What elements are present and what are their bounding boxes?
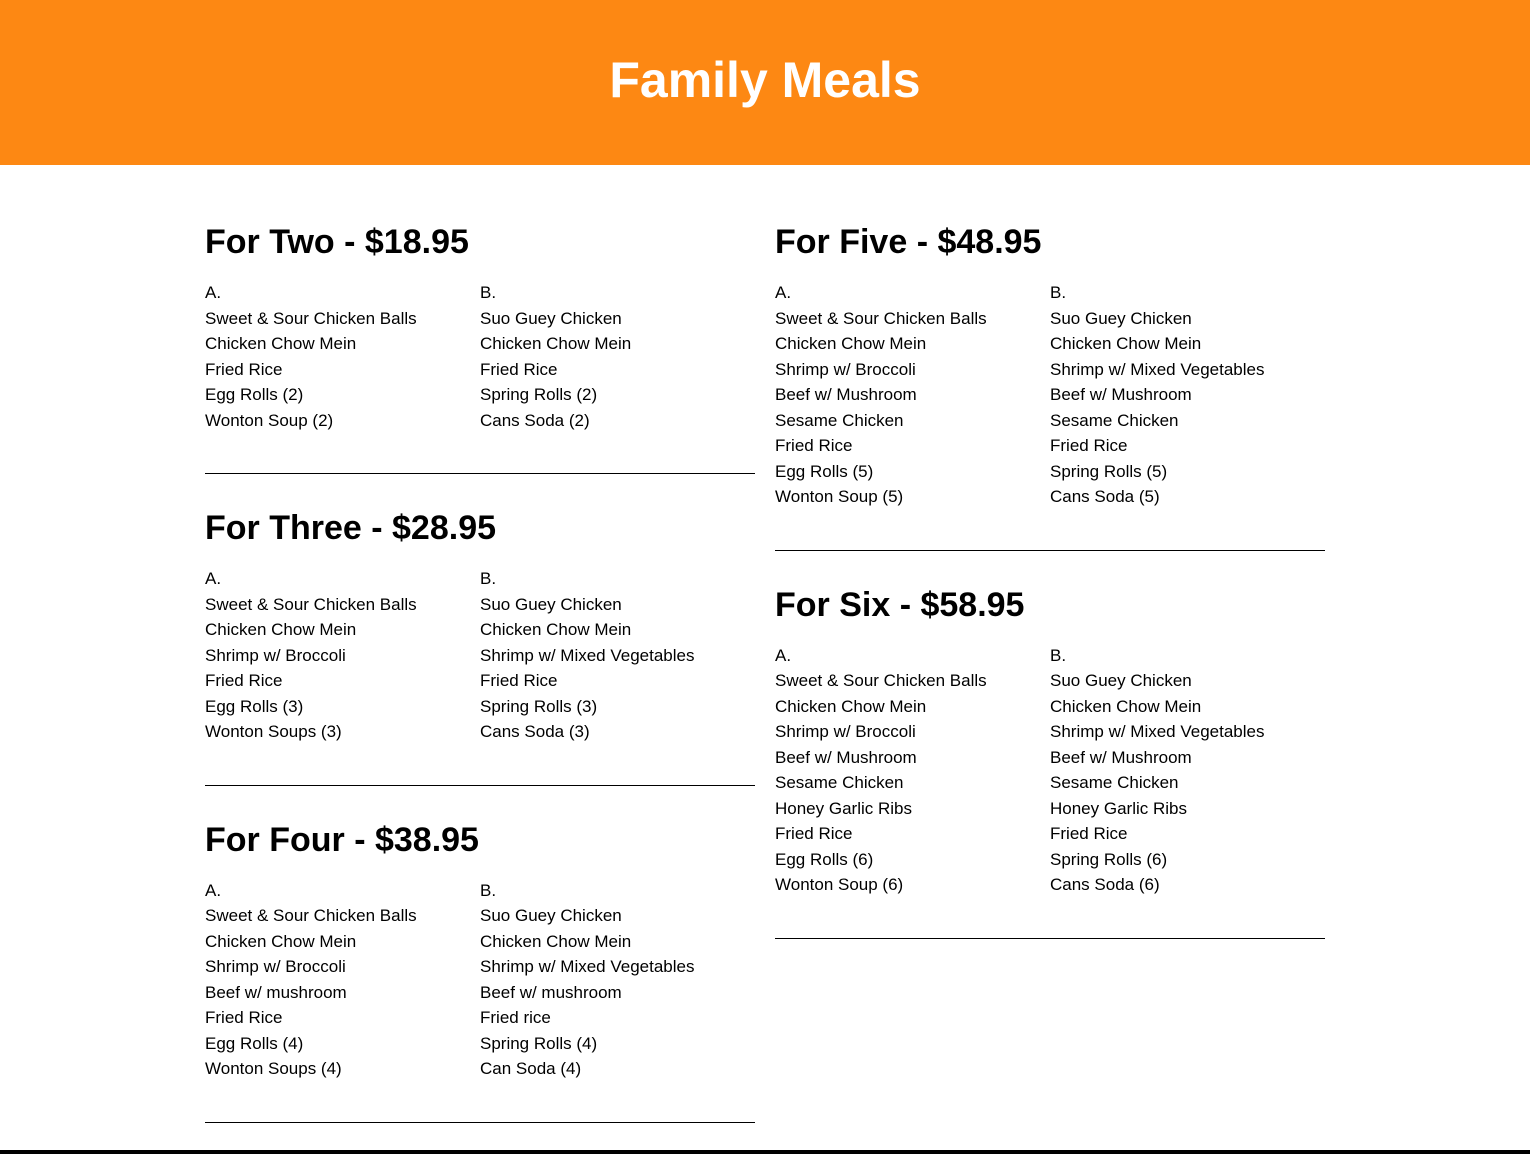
meal-card <box>775 585 1325 939</box>
option-a-item: Sesame Chicken <box>775 773 904 792</box>
option-b-list <box>480 878 755 1082</box>
option-b-item: Suo Guey Chicken <box>1050 308 1192 328</box>
option-a-item: Egg Rolls (3) <box>205 696 304 716</box>
meal-card <box>775 222 1325 551</box>
option-a-item: Shrimp w/ Broccoli <box>205 645 346 665</box>
meal-title: For Six - $58.95 <box>775 585 1025 624</box>
option-a-item: Chicken Chow Mein <box>775 696 927 716</box>
option-b-item: Spring Rolls (5) <box>1050 461 1168 481</box>
option-a-item: Wonton Soup (6) <box>775 875 904 894</box>
option-a-list <box>205 566 480 745</box>
option-a-item: Beef w/ Mushroom <box>775 747 917 767</box>
option-b-list <box>1050 280 1325 510</box>
meal-title: For Four - $38.95 <box>205 820 479 859</box>
option-b-list <box>1050 643 1325 898</box>
option-b-item: Suo Guey Chicken <box>1050 671 1192 690</box>
left-column <box>205 222 755 1123</box>
option-b-item: Cans Soda (2) <box>480 410 590 430</box>
option-a-item: Shrimp w/ Broccoli <box>775 722 916 741</box>
footer-border <box>0 1150 1530 1154</box>
option-b-item: Honey Garlic Ribs <box>1050 798 1187 818</box>
option-b-item: Fried Rice <box>480 671 558 690</box>
option-a-item: Beef w/ Mushroom <box>775 385 917 404</box>
meal-options <box>205 566 755 745</box>
meal-title: For Three - $28.95 <box>205 509 497 547</box>
option-b-label: B. <box>480 569 497 588</box>
option-b-item: Cans Soda (6) <box>1050 875 1160 894</box>
option-a-item: Chicken Chow Mein <box>205 334 357 353</box>
header-banner <box>0 0 1530 165</box>
option-a-item: Egg Rolls (6) <box>775 849 874 869</box>
meal-options <box>775 280 1325 510</box>
section-divider <box>775 550 1325 551</box>
option-a-label: A. <box>775 283 792 302</box>
option-a-item: Fried Rice <box>205 1008 283 1027</box>
option-a-list <box>205 878 480 1082</box>
option-a-item: Chicken Chow Mein <box>775 334 927 353</box>
meal-card <box>205 820 755 1123</box>
option-b-item: Chicken Chow Mein <box>1050 696 1202 716</box>
section-divider <box>205 785 755 786</box>
option-b-item: Suo Guey Chicken <box>480 594 622 614</box>
page-title: Family Meals <box>609 51 921 108</box>
meal-title: For Two - $18.95 <box>205 223 469 261</box>
option-a-item: Fried Rice <box>775 436 853 455</box>
option-b-item: Chicken Chow Mein <box>1050 334 1202 353</box>
option-b-item: Spring Rolls (4) <box>480 1033 598 1053</box>
option-b-label: B. <box>480 880 497 900</box>
option-b-item: Chicken Chow Mein <box>480 931 632 951</box>
option-b-item: Spring Rolls (2) <box>480 385 598 404</box>
option-b-item: Fried Rice <box>480 359 558 379</box>
option-a-item: Sweet & Sour Chicken Balls <box>205 906 417 925</box>
option-a-list <box>205 280 480 433</box>
option-a-list <box>775 643 1050 898</box>
option-b-item: Fried rice <box>480 1008 551 1027</box>
option-b-label: B. <box>1050 283 1067 302</box>
meal-options <box>205 280 755 433</box>
option-b-item: Suo Guey Chicken <box>480 906 622 925</box>
option-a-item: Chicken Chow Mein <box>205 931 357 951</box>
option-b-item: Shrimp w/ Mixed Vegetables <box>480 645 695 665</box>
option-a-item: Fried Rice <box>205 671 283 690</box>
option-b-item: Shrimp w/ Mixed Vegetables <box>1050 359 1265 379</box>
option-b-item: Shrimp w/ Mixed Vegetables <box>480 957 695 976</box>
option-a-item: Beef w/ mushroom <box>205 982 347 1002</box>
option-b-item: Sesame Chicken <box>1050 773 1179 792</box>
option-b-item: Sesame Chicken <box>1050 410 1179 430</box>
option-b-item: Chicken Chow Mein <box>480 620 632 639</box>
option-b-item: Cans Soda (3) <box>480 722 590 741</box>
option-a-item: Wonton Soup (2) <box>205 410 334 430</box>
option-a-item: Egg Rolls (2) <box>205 385 304 404</box>
option-b-item: Can Soda (4) <box>480 1059 582 1078</box>
option-b-item: Beef w/ Mushroom <box>1050 385 1192 404</box>
option-a-list <box>775 280 1050 510</box>
option-a-item: Wonton Soups (3) <box>205 722 342 741</box>
option-a-item: Chicken Chow Mein <box>205 620 357 639</box>
option-a-item: Egg Rolls (4) <box>205 1033 304 1053</box>
option-b-label: B. <box>1050 645 1067 665</box>
option-a-label: A. <box>205 880 222 900</box>
option-b-item: Beef w/ mushroom <box>480 982 622 1002</box>
meal-card <box>205 222 755 474</box>
option-a-item: Shrimp w/ Broccoli <box>775 359 916 379</box>
option-a-item: Egg Rolls (5) <box>775 461 874 481</box>
option-a-item: Sweet & Sour Chicken Balls <box>205 594 417 614</box>
option-a-item: Shrimp w/ Broccoli <box>205 957 346 976</box>
option-a-item: Sesame Chicken <box>775 410 904 430</box>
option-a-item: Sweet & Sour Chicken Balls <box>775 308 987 328</box>
option-a-item: Fried Rice <box>775 824 853 843</box>
option-a-label: A. <box>775 645 792 665</box>
option-b-item: Shrimp w/ Mixed Vegetables <box>1050 722 1265 741</box>
option-a-item: Fried Rice <box>205 359 283 379</box>
meal-options <box>775 643 1325 898</box>
option-b-list <box>480 566 755 745</box>
section-divider <box>205 1122 755 1123</box>
option-b-item: Spring Rolls (6) <box>1050 849 1168 869</box>
meal-options <box>205 878 755 1082</box>
option-a-item: Sweet & Sour Chicken Balls <box>775 671 987 690</box>
option-b-item: Cans Soda (5) <box>1050 487 1160 506</box>
meal-title: For Five - $48.95 <box>775 223 1042 261</box>
option-a-item: Wonton Soup (5) <box>775 487 904 506</box>
option-b-item: Chicken Chow Mein <box>480 334 632 353</box>
option-b-list <box>480 280 755 433</box>
meal-card <box>205 508 755 786</box>
section-divider <box>205 473 755 474</box>
option-a-item: Sweet & Sour Chicken Balls <box>205 308 417 328</box>
option-a-item: Honey Garlic Ribs <box>775 798 912 818</box>
option-b-label: B. <box>480 283 497 302</box>
option-b-item: Fried Rice <box>1050 824 1128 843</box>
option-b-item: Spring Rolls (3) <box>480 696 598 716</box>
option-b-item: Beef w/ Mushroom <box>1050 747 1192 767</box>
option-a-item: Wonton Soups (4) <box>205 1059 342 1078</box>
option-a-label: A. <box>205 283 222 302</box>
section-divider <box>775 938 1325 939</box>
option-b-item: Suo Guey Chicken <box>480 308 622 328</box>
right-column <box>775 222 1325 939</box>
option-a-label: A. <box>205 569 222 588</box>
option-b-item: Fried Rice <box>1050 436 1128 455</box>
